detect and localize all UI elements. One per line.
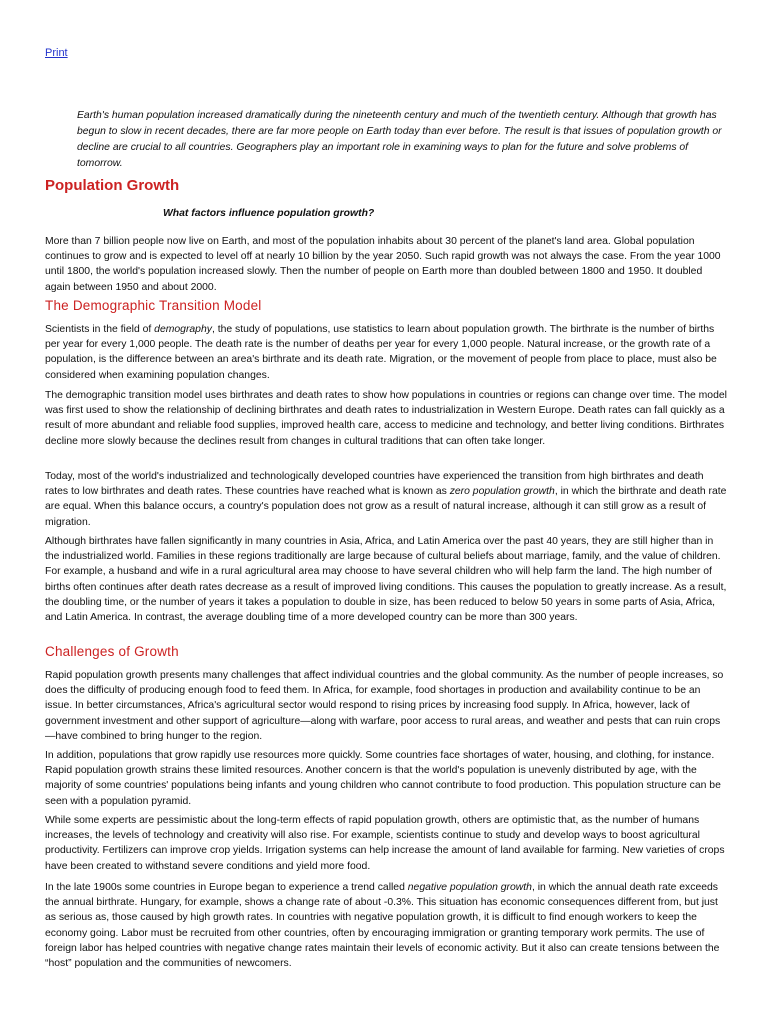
term-negative-population-growth: negative population growth xyxy=(407,882,532,893)
guiding-question: What factors influence population growth? xyxy=(163,208,375,219)
print-link[interactable]: Print xyxy=(45,47,68,59)
term-demography: demography xyxy=(154,324,212,335)
paragraph-5: Although birthrates have fallen significantly in many countries in Asia, Africa, and Latin America over the past 40 years, they are still higher than in the industrialized world. Families in these regions traditionally are large because of cultural beliefs about marriage, family, and the value of children. For example, a husband and wife in a rural agricultural area may choose to have several children who will help farm the land. The high number of births often continues after death rates decrease as a result of improved living conditions. This causes the population to greatly increase. As a result, the doubling time, or the number of years it takes a population to double in size, has been reduced to below 50 years in some parts of Asia, Africa, and Latin America. In contrast, the average doubling time of a more developed country can be more than 300 years. xyxy=(45,536,727,624)
paragraph-9: In the late 1900s some countries in Europe began to experience a trend called negative population growth, in which the annual death rate exceeds the annual birthrate. Hungary, for example, shows a change rate of about -0.3%. This situation has economic consequences different from, but just as serious as, those caused by high growth rates. In countries with negative population growth, it is difficult to find enough workers to keep the economy going. Labor must be recruited from other countries, often by encouraging immigration or granting temporary work permits. The use of foreign labor has helped countries with negative change rates maintain their levels of economic activity. But it also can create tensions between the “host” population and the communities of newcomers. xyxy=(45,882,720,970)
page-title: Population Growth xyxy=(45,177,180,194)
intro-paragraph: Earth's human population increased dramatically during the nineteenth century and much of the twentieth century. Although that growth has begun to slow in recent decades, there are far more people on Earth today than ever before. The result is that issues of population growth or decline are crucial to all countries. Geographers play an important role in examining ways to plan for the future and solve problems of tomorrow. xyxy=(77,110,722,169)
paragraph-4: Today, most of the world's industrialized and technologically developed countries have experienced the transition from high birthrates and death rates to low birthrates and death rates. These countries have reached what is known as zero population growth, in which the birthrate and death rate are equal. When this balance occurs, a country's population does not grow as a result of natural increase, although it can still grow as a result of migration. xyxy=(45,471,727,528)
paragraph-7: In addition, populations that grow rapidly use resources more quickly. Some countries face shortages of water, housing, and clothing, for instance. Rapid population growth strains these limited resources. Another concern is that the world's population is unevenly distributed by age, with the majority of some countries' populations being infants and young children who cannot contribute to food production. This population structure can be seen with a population pyramid. xyxy=(45,750,721,807)
section-heading-challenges: Challenges of Growth xyxy=(45,644,179,659)
term-zero-population-growth: zero population growth xyxy=(449,486,555,498)
paragraph-8: While some experts are pessimistic about the long-term effects of rapid population growth, others are optimistic that, as the number of humans increases, the levels of technology and creativity will also rise. For example, scientists continue to study and develop ways to boost agricultural productivity. Fertilizers can improve crop yields. Irrigation systems can help increase the amount of land available for farming. New varieties of crops have been created to withstand severe conditions and yield more food. xyxy=(45,815,725,872)
section-heading-demographic-transition: The Demographic Transition Model xyxy=(45,298,262,313)
paragraph-3: The demographic transition model uses birthrates and death rates to show how populations in countries or regions can change over time. The model was first used to show the relationship of declining birthrates and death rates to industrialization in Western Europe. Death rates can fall quickly as a result of more abundant and reliable food supplies, improved health care, access to medicine and technology, and better living conditions. Birthrates decline more slowly because the declines result from changes in cultural traditions that can often take longer. xyxy=(45,390,727,447)
paragraph-6: Rapid population growth presents many challenges that affect individual countries and the global community. As the number of people increases, so does the difficulty of producing enough food to feed them. In Africa, for example, food shortages in production and availability continue to be an issue. In better circumstances, Africa's agricultural sector would respond to rising prices by increasing food supply. In Africa, however, lack of government investment and other support of agriculture—along with warfare, poor access to rural areas, and weather and pests that can ruin crops—have combined to bring hunger to the region. xyxy=(45,670,724,742)
paragraph-1: More than 7 billion people now live on Earth, and most of the population inhabits about 30 percent of the planet's land area. Global population continues to grow and is expected to level off at nearly 10 billion by the year 2050. Such rapid growth was not always the case. From the year 1000 until 1800, the world's population increased slowly. Then the number of people on Earth more than doubled between 1800 and 1950. It doubled again between 1950 and about 2000. xyxy=(45,236,721,293)
paragraph-2: Scientists in the field of demography, the study of populations, use statistics to learn about population growth. The birthrate is the number of births per year for every 1,000 people. The death rate is the number of deaths per year for every 1,000 people. Natural increase, or the growth rate of a population, is the difference between an area's birthrate and its death rate. Migration, or the movement of people from place to place, must also be considered when examining population changes. xyxy=(45,324,717,381)
